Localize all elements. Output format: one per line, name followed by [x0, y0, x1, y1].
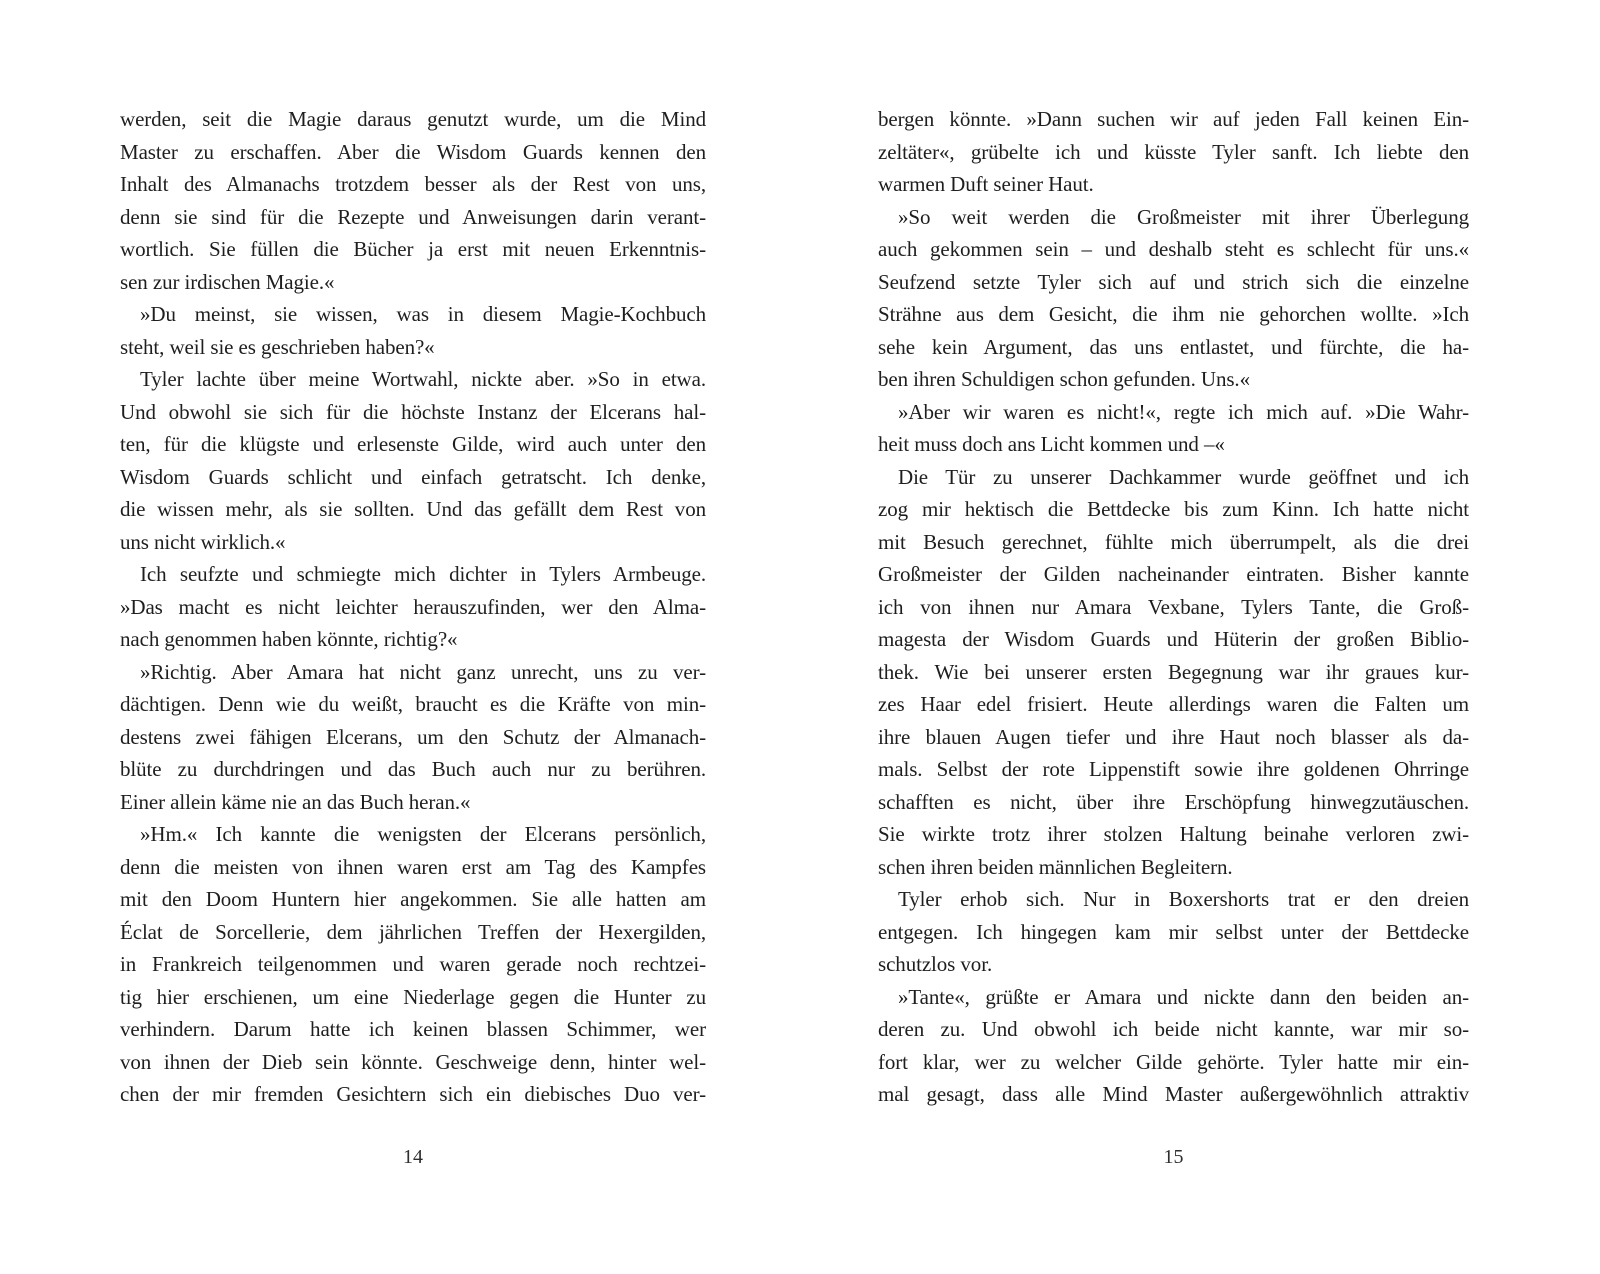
text-line: in Frankreich teilgenommen und waren gerade noch rechtzei-	[120, 952, 706, 976]
text-line: zeltäter«, grübelte ich und küsste Tyler sanft. Ich liebte den	[878, 139, 1469, 164]
text-line: magesta der Wisdom Guards und Hüterin der großen Biblio-	[878, 627, 1469, 651]
text-line: Großmeister der Gilden nacheinander eintraten. Bisher kannte	[878, 562, 1469, 586]
text-line: Strähne aus dem Gesicht, die ihm nie gehorchen wollte. »Ich	[878, 302, 1469, 326]
text-line: heit muss doch ans Licht kommen und –«	[878, 432, 1225, 456]
text-line: mit den Doom Huntern hier angekommen. Sie alle hatten am	[120, 887, 706, 911]
text-line: die wissen mehr, als sie sollten. Und das gefällt dem Rest von	[120, 497, 706, 521]
text-line: zog mir hektisch die Bettdecke bis zum Kinn. Ich hatte nicht	[878, 497, 1469, 521]
text-line: dächtigen. Denn wie du weißt, braucht es die Kräfte von min-	[120, 692, 706, 716]
text-line: von ihnen der Dieb sein könnte. Geschweige denn, hinter wel-	[120, 1049, 706, 1074]
text-line: Einer allein käme nie an das Buch heran.«	[120, 789, 471, 814]
text-line: »Das macht es nicht leichter herauszufinden, wer den Alma-	[120, 594, 706, 619]
page-right-text-block	[878, 103, 1469, 1111]
text-line: mals. Selbst der rote Lippenstift sowie ihre goldenen Ohrringe	[878, 757, 1469, 781]
text-line: sen zur irdischen Magie.«	[120, 269, 335, 294]
page-left-text-block	[120, 103, 706, 1111]
text-line: sehe kein Argument, das uns entlastet, und fürchte, die ha-	[878, 334, 1469, 359]
text-line: zes Haar edel frisiert. Heute allerdings waren die Falten um	[878, 692, 1469, 716]
text-line: Und obwohl sie sich für die höchste Instanz der Elcerans hal-	[120, 399, 706, 424]
page-number-right: 15	[1163, 1146, 1184, 1168]
text-line: ten, für die klügste und erlesenste Gilde, wird auch unter den	[120, 432, 706, 456]
text-line: »Aber wir waren es nicht!«, regte ich mich auf. »Die Wahr-	[898, 399, 1469, 424]
text-line: chen der mir fremden Gesichtern sich ein diebisches Duo ver-	[120, 1082, 706, 1106]
text-line: steht, weil sie es geschrieben haben?«	[120, 334, 435, 359]
page-number-left: 14	[403, 1146, 423, 1168]
text-line: blüte zu durchdringen und das Buch auch nur zu berühren.	[120, 757, 706, 781]
text-line: »Du meinst, sie wissen, was in diesem Magie-Kochbuch	[140, 302, 706, 326]
text-line: schutzlos vor.	[878, 952, 993, 976]
text-line: Die Tür zu unserer Dachkammer wurde geöffnet und ich	[898, 464, 1469, 489]
text-line: verhindern. Darum hatte ich keinen blassen Schimmer, wer	[120, 1017, 706, 1041]
text-line: Sie wirkte trotz ihrer stolzen Haltung beinahe verloren zwi-	[878, 822, 1469, 846]
text-line: Seufzend setzte Tyler sich auf und strich sich die einzelne	[878, 269, 1469, 294]
text-line: wortlich. Sie füllen die Bücher ja erst mit neuen Erkenntnis-	[120, 237, 706, 261]
text-line: Master zu erschaffen. Aber die Wisdom Guards kennen den	[120, 139, 706, 164]
text-line: ich von ihnen nur Amara Vexbane, Tylers Tante, die Groß-	[878, 594, 1469, 619]
text-line: destens zwei fähigen Elcerans, um den Schutz der Almanach-	[120, 724, 706, 749]
text-line: Tyler erhob sich. Nur in Boxershorts trat er den dreien	[898, 887, 1469, 911]
text-line: warmen Duft seiner Haut.	[878, 172, 1094, 196]
text-line: »Richtig. Aber Amara hat nicht ganz unrecht, uns zu ver-	[140, 659, 706, 684]
text-line: bergen könnte. »Dann suchen wir auf jeden Fall keinen Ein-	[878, 107, 1469, 131]
text-line: Wisdom Guards schlicht und einfach getratscht. Ich denke,	[120, 464, 706, 489]
text-line: denn sie sind für die Rezepte und Anweisungen darin verant-	[120, 204, 706, 229]
text-line: auch gekommen sein – und deshalb steht es schlecht für uns.«	[878, 237, 1469, 261]
text-line: »So weit werden die Großmeister mit ihrer Überlegung	[898, 204, 1469, 229]
text-line: schafften es nicht, über ihre Erschöpfung hinwegzutäuschen.	[878, 789, 1469, 814]
text-line: ben ihren Schuldigen schon gefunden. Uns.«	[878, 367, 1250, 391]
text-line: uns nicht wirklich.«	[120, 529, 286, 554]
text-line: deren zu. Und obwohl ich beide nicht kannte, war mir so-	[878, 1017, 1469, 1041]
text-line: thek. Wie bei unserer ersten Begegnung war ihr graues kur-	[878, 659, 1469, 684]
text-line: werden, seit die Magie daraus genutzt wurde, um die Mind	[120, 107, 706, 131]
text-line: »Hm.« Ich kannte die wenigsten der Elcerans persönlich,	[140, 822, 706, 846]
text-line: entgegen. Ich hingegen kam mir selbst unter der Bettdecke	[878, 919, 1469, 944]
text-line: ihre blauen Augen tiefer und ihre Haut noch blasser als da-	[878, 724, 1469, 749]
text-line: schen ihren beiden männlichen Begleitern.	[878, 854, 1233, 879]
text-line: Éclat de Sorcellerie, dem jährlichen Treffen der Hexergilden,	[120, 919, 706, 944]
text-line: denn die meisten von ihnen waren erst am Tag des Kampfes	[120, 854, 706, 879]
text-line: fort klar, wer zu welcher Gilde gehörte. Tyler hatte mir ein-	[878, 1049, 1469, 1074]
text-line: Ich seufzte und schmiegte mich dichter in Tylers Armbeuge.	[140, 562, 706, 586]
text-line: Inhalt des Almanachs trotzdem besser als der Rest von uns,	[120, 172, 706, 196]
text-line: »Tante«, grüßte er Amara und nickte dann den beiden an-	[898, 984, 1469, 1009]
text-line: Tyler lachte über meine Wortwahl, nickte aber. »So in etwa.	[140, 367, 706, 391]
text-line: mit Besuch gerechnet, fühlte mich überrumpelt, als die drei	[878, 529, 1469, 554]
text-line: nach genommen haben könnte, richtig?«	[120, 627, 458, 651]
text-line: mal gesagt, dass alle Mind Master außergewöhnlich attraktiv	[878, 1082, 1469, 1106]
text-line: tig hier erschienen, um eine Niederlage gegen die Hunter zu	[120, 984, 706, 1009]
